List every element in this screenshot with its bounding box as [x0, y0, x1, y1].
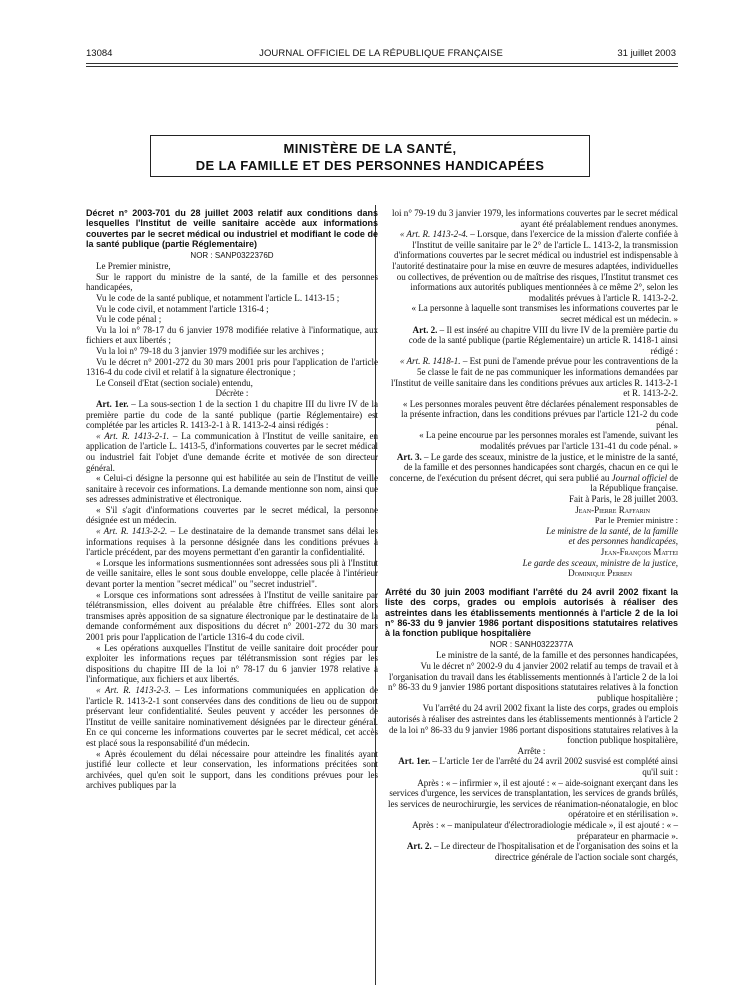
right-column [385, 208, 678, 862]
arrete-arrete: Arrête : [517, 745, 546, 756]
decret-r3: « Art. R. 1413-2-3. – Les informations communiquées en application de l'article R. 1413-2-1 sont conservées dans des conditions de lieu ou de support préservant leur confidentialité. Seules peuvent y accéder les personnes de l'Institut de veille sanitaire nominativement désignées par le directeur général. En ce qui concerne les informations couvertes par le secret médical, cet accès est placé sous la responsabilité d'un médecin. [86, 684, 378, 748]
decret-p7: Vu la loi n° 79-18 du 3 janvier 1979 modifiée sur les archives ; [96, 345, 324, 356]
decret-p2: Sur le rapport du ministre de la santé, de la famille et des personnes handicapées, [86, 271, 378, 293]
arrete-p2: Vu le décret n° 2002-9 du 4 janvier 2002 relatif au temps de travail et à l'organisation du travail dans les établissements mentionnés à l'article 2 de la loi n° 86-33 du 9 janvier 1986 portant dispositions statutaires relatives à la fonction publique hospitalière ; [387, 661, 678, 703]
issue-date: 31 juillet 2003 [617, 48, 676, 59]
arrete-art2: Art. 2. – Le directeur de l'hospitalisation et de l'organisation des soins et la directrice générale de l'action sociale sont chargés, [406, 841, 678, 862]
decret-r1: « Art. R. 1413-2-1. – La communication à l'Institut de veille sanitaire, en application de l'article L. 1413-5, d'informations couvertes par le secret médical ou industriel fait l'objet d'une demande écrite et motivée de son directeur général. [86, 430, 378, 473]
decret-r1c: « S'il s'agit d'informations couvertes par le secret médical, la personne désignée est un médecin. [86, 504, 378, 526]
art1-label: Art. 1er. [96, 398, 129, 409]
r3-label: « Art. R. 1413-2-3. [96, 684, 171, 695]
decret-r3b: « Après écoulement du délai nécessaire pour atteindre les finalités ayant justifié leur collecte et leur conservation, les informations précitées sont archivées, quel qu'en soit le support, dans les conditions prévues pour les archives publiques par la [86, 748, 378, 791]
r5-label: « Art. R. 1418-1. [399, 356, 461, 367]
r4-label: « Art. R. 1413-2-4. [399, 229, 468, 240]
art3-label: Art. 3. [396, 451, 422, 462]
decret-art3: Art. 3. – Le garde des sceaux, ministre de la justice, et le ministre de la santé, de la famille et des personnes handicapées sont chargés, chacun en ce qui le concerne, de l'exécution du présent décret, qui sera publié au Journal officiel de la République française. [389, 451, 678, 494]
journal-title: JOURNAL OFFICIEL DE LA RÉPUBLIQUE FRANÇAISE [259, 48, 503, 59]
arrete-a2: Après : « – manipulateur d'électroradiologie médicale », il est ajouté : « – préparateur en pharmacie ». [412, 819, 678, 841]
decret-p9: Le Conseil d'Etat (section sociale) entendu, [96, 377, 253, 388]
arrete-art2-label: Art. 2. [406, 841, 432, 852]
decret-fait: Fait à Paris, le 28 juillet 2003. [568, 494, 678, 505]
decret-r2c: « Lorsque ces informations sont adressées à l'Institut de veille sanitaire par télétransmission, elles doivent au préalable être chiffrées. Elles sont alors transmises après apposition de sa signature électronique par le destinataire de la demande conformément aux dispositions du décret n° 2001-272 du 30 mars 2001 pris pour l'application de l'article 1316-4 du code civil. [86, 589, 378, 642]
decret-p6: Vu la loi n° 78-17 du 6 janvier 1978 modifiée relative à l'informatique, aux fichiers et aux libertés ; [86, 324, 378, 346]
decret-title: Décret n° 2003-701 du 28 juillet 2003 relatif aux conditions dans lesquelles l'Institut de veille sanitaire accède aux informations couvertes par le secret médical ou industriel et modifiant le code de la santé publique (partie Réglementaire) [86, 208, 378, 250]
decret-r1b: « Celui-ci désigne la personne qui est habilitée au sein de l'Institut de veille sanitaire à recevoir ces informations. La demande mentionne son nom, ainsi que ses adresses administrative et électronique. [86, 473, 378, 505]
decret-r5c: « La peine encourue par les personnes morales est l'amende, suivant les modalités prévues par l'article 131-41 du code pénal. » [419, 430, 678, 452]
decret-art1: Art. 1er. – La sous-section 1 de la section 1 du chapitre III du livre IV de la première partie du code de la santé publique (partie Réglementaire) est complétée par les articles R. 1413-2-1 à R. 1413-2-4 ainsi rédigés : [86, 398, 379, 431]
art2-label: Art. 2. [412, 324, 438, 335]
arrete-art1: Art. 1er. – L'article 1er de l'arrêté du 24 avril 2002 susvisé est complété ainsi qu'il suit : [398, 756, 678, 777]
decret-p4: Vu le code civil, et notamment l'article 1316-4 ; [96, 303, 269, 314]
decret-r5: « Art. R. 1418-1. – Est puni de l'amende prévue pour les contraventions de la 5e classe le fait de ne pas communiquer les informations demandées par l'Institut de veille sanitaire dans les conditions prévues aux articles R. 1413-2-1 et R. 1413-2-2. [390, 356, 678, 399]
arrete-a1: Après : « – infirmier », il est ajouté : « – aide-soignant exerçant dans les services d'urgence, les services de transplantation, les services de grands brûlés, les services de neurochirurgie, les services de réanimation-néonatalogie, en bloc opératoire et en stérilisation ». [388, 777, 678, 820]
decret-r3c: loi n° 79-19 du 3 janvier 1979, les informations couvertes par le secret médical ayant été préalablement rendues anonymes. [392, 208, 678, 229]
arrete-nor: NOR : SANH0322377A [489, 639, 574, 649]
par-le-premier-ministre: Par le Premier ministre : [594, 515, 678, 526]
decret-r2b: « Lorsque les informations susmentionnées sont adressées sous pli à l'Institut de veille sanitaire, elles le sont sous double enveloppe, celle placée à l'intérieur devant porter la mention "secret médical" ou "secret industriel". [86, 557, 378, 590]
spacer [385, 579, 678, 587]
decret-nor: NOR : SANP0322376D [190, 250, 274, 260]
r1-label: « Art. R. 1413-2-1. [96, 430, 169, 441]
signer-raffarin: Jean-Pierre Raffarin [575, 504, 650, 515]
r2-label: « Art. R. 1413-2-2. [96, 526, 168, 537]
page-number: 13084 [86, 48, 113, 59]
decret-p8: Vu le décret n° 2001-272 du 30 mars 2001 pris pour l'application de l'article 1316-4 du code civil et relatif à la signature électronique ; [86, 356, 378, 378]
header-rule-bottom [86, 66, 678, 67]
arrete-art1-label: Art. 1er. [398, 756, 431, 767]
decret-decrete: Décrète : [215, 388, 249, 399]
left-column [86, 208, 378, 791]
decret-p5: Vu le code pénal ; [96, 314, 162, 325]
decret-art2: Art. 2. – Il est inséré au chapitre VIII du livre IV de la première partie du code de la santé publique (partie Réglementaire) un article R. 1418-1 ainsi rédigé : [408, 324, 678, 356]
page-header [86, 48, 676, 62]
signer-perben: Dominique Perben [568, 568, 632, 579]
decret-r4b: « La personne à laquelle sont transmises les informations couvertes par le secret médical est un médecin. » [411, 303, 678, 324]
decret-r2d: « Les opérations auxquelles l'Institut de veille sanitaire doit procéder pour exploiter les informations reçues par télétransmission sont régies par les dispositions du chapitre III de la loi n° 78-17 du 6 janvier 1978 relative à l'informatique, aux fichiers et aux libertés. [86, 642, 378, 685]
decret-r5b: « Les personnes morales peuvent être déclarées pénalement responsables de la présente infraction, dans les conditions prévues par l'article 121-2 du code pénal. [401, 398, 678, 430]
arrete-p3: Vu l'arrêté du 24 avril 2002 fixant la liste des corps, grades ou emplois autorisés à réaliser des astreintes dans les établissements mentionnés à l'article 2 de la loi n° 86-33 du 9 janvier 1986 portant dispositions statutaires relatives à la fonction publique hospitalière, [387, 703, 678, 746]
ministry-line-1: MINISTÈRE DE LA SANTÉ, [283, 141, 457, 156]
journal-officiel-ref: Journal officiel [611, 472, 668, 483]
ministry-heading [150, 135, 590, 177]
ministry-line-2: DE LA FAMILLE ET DES PERSONNES HANDICAPÉES [195, 158, 545, 173]
minister-title-1: Le ministre de la santé, de la famille [546, 525, 678, 536]
decret-p3: Vu le code de la santé publique, et notamment l'article L. 1413-15 ; [96, 293, 340, 303]
garde-title: Le garde des sceaux, ministre de la justice, [522, 557, 678, 568]
header-rule-top [86, 63, 678, 64]
decret-r2: « Art. R. 1413-2-2. – Le destinataire de la demande transmet sans délai les informations requises à la personne désignée dans les conditions prévues à l'article précédent, par des moyens permettant d'en garantir la confidentialité. [86, 526, 378, 558]
arrete-p1: Le ministre de la santé, de la famille et des personnes handicapées, [436, 650, 678, 661]
decret-r4: « Art. R. 1413-2-4. – Lorsque, dans l'exercice de la mission d'alerte confiée à l'Institut de veille sanitaire par le 2° de l'article L. 1413-2, la transmission d'informations couvertes par le secret médical ou industriel est indispensable à l'autorité destinataire pour la mise en œuvre de mesures adaptées, individuelles ou collectives, de prévention ou de maîtrise des risques, l'Institut transmet ces informations aux autorités publiques mentionnées à ce même 2°, selon les modalités prévues à l'article R. 1413-2-2. [392, 229, 678, 303]
signer-mattei: Jean-François Mattei [600, 547, 678, 557]
minister-title-2: et des personnes handicapées, [568, 536, 678, 547]
arrete-title: Arrêté du 30 juin 2003 modifiant l'arrêté du 24 avril 2002 fixant la liste des corps, grades ou emplois autorisés à réaliser des astreintes dans les établissements mentionnés à l'article 2 de la loi n° 86-33 du 9 janvier 1986 portant dispositions statutaires relatives à la fonction publique hospitalière [385, 586, 678, 639]
decret-p1: Le Premier ministre, [96, 261, 171, 272]
